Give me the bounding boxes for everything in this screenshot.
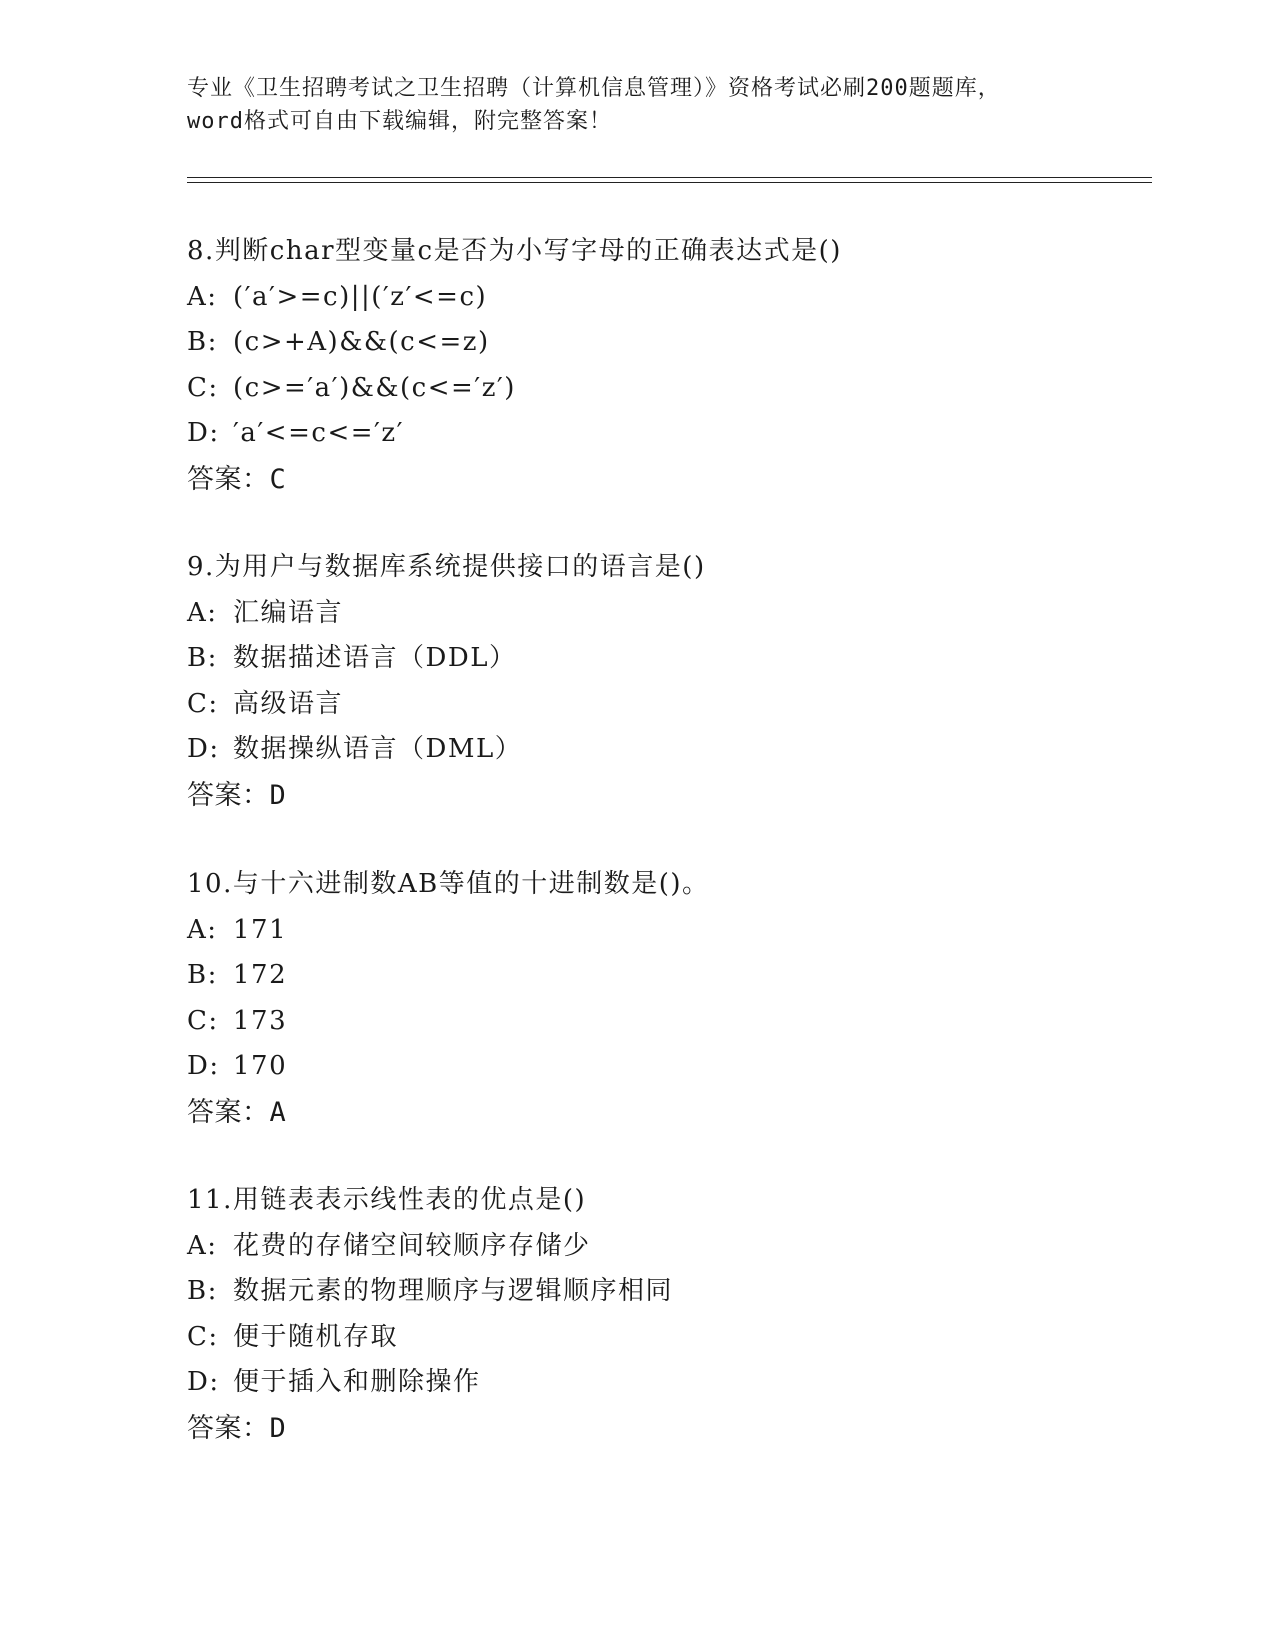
header-divider-top	[187, 177, 1152, 178]
option-text: 数据描述语言（DDL）	[233, 643, 517, 673]
option-label: A:	[187, 1230, 218, 1261]
option-b	[187, 320, 1147, 366]
option-d	[187, 1360, 1147, 1406]
option-label: C:	[187, 688, 219, 719]
option-c	[187, 999, 1147, 1045]
question-11	[187, 1178, 1147, 1451]
option-text: 数据元素的物理顺序与逻辑顺序相同	[233, 1276, 674, 1306]
option-label: B:	[187, 960, 218, 990]
option-label: B:	[187, 1276, 218, 1306]
question-8	[187, 229, 1147, 502]
option-label: D:	[187, 1367, 220, 1397]
option-text: 便于插入和删除操作	[233, 1367, 481, 1397]
option-text: 171	[233, 914, 288, 945]
option-a	[187, 591, 1147, 637]
option-text: 高级语言	[233, 688, 344, 719]
option-a	[187, 1224, 1147, 1270]
option-label: A:	[187, 281, 218, 312]
header-line-1: 专业《卫生招聘考试之卫生招聘（计算机信息管理）》资格考试必刷200题题库，	[187, 76, 1001, 101]
option-label: C:	[187, 372, 219, 403]
option-label: A:	[187, 914, 218, 945]
option-text: 便于随机存取	[233, 1321, 399, 1352]
option-text: ′a′<=c<=′z′	[233, 418, 405, 448]
option-c	[187, 1315, 1147, 1361]
header-divider-bottom	[187, 182, 1152, 183]
option-text: 170	[233, 1051, 288, 1081]
option-text: 花费的存储空间较顺序存储少	[233, 1230, 591, 1261]
question-stem: 9.为用户与数据库系统提供接口的语言是()	[187, 552, 706, 582]
answer-line: 答案：C	[187, 463, 287, 495]
question-10	[187, 862, 1147, 1135]
question-9	[187, 545, 1147, 818]
document-header	[187, 72, 1087, 138]
option-text: 数据操纵语言（DML）	[233, 734, 523, 764]
option-a	[187, 908, 1147, 954]
option-text: 173	[233, 1005, 288, 1036]
option-text: (′a′>=c)||(′z′<=c)	[233, 281, 488, 312]
answer-line: 答案：D	[187, 1412, 287, 1444]
option-label: C:	[187, 1321, 219, 1352]
option-b	[187, 953, 1147, 999]
option-label: D:	[187, 418, 220, 448]
option-b	[187, 636, 1147, 682]
option-label: B:	[187, 643, 218, 673]
option-label: A:	[187, 597, 218, 628]
option-label: B:	[187, 327, 218, 357]
answer-line: 答案：D	[187, 779, 287, 811]
option-d	[187, 1044, 1147, 1090]
header-line-2: word格式可自由下载编辑，附完整答案！	[187, 109, 612, 134]
option-c	[187, 682, 1147, 728]
option-d	[187, 411, 1147, 457]
option-b	[187, 1269, 1147, 1315]
option-text: (c>+A)&&(c<=z)	[233, 327, 490, 357]
option-label: C:	[187, 1005, 219, 1036]
option-c	[187, 366, 1147, 412]
option-label: D:	[187, 1051, 220, 1081]
option-text: (c>=′a′)&&(c<=′z′)	[233, 372, 516, 403]
answer-line: 答案：A	[187, 1096, 287, 1128]
option-text: 汇编语言	[233, 597, 344, 628]
question-stem: 11.用链表表示线性表的优点是()	[187, 1185, 587, 1215]
option-label: D:	[187, 734, 220, 764]
option-a	[187, 275, 1147, 321]
question-stem: 8.判断char型变量c是否为小写字母的正确表达式是()	[187, 236, 842, 266]
question-stem: 10.与十六进制数AB等值的十进制数是()。	[187, 869, 710, 899]
option-d	[187, 727, 1147, 773]
option-text: 172	[233, 960, 288, 990]
